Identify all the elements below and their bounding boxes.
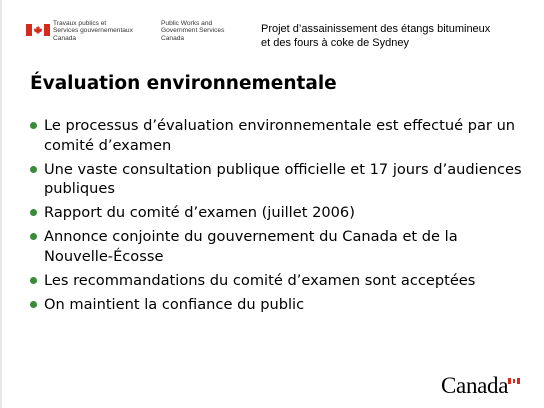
bullet-icon <box>30 233 37 240</box>
bullet-icon <box>30 209 37 216</box>
bullet-item <box>30 227 530 266</box>
slide-left-edge <box>0 0 2 408</box>
bullet-text: On maintient la confiance du public <box>44 295 305 313</box>
bullet-text: Rapport du comité d’examen (juillet 2006) <box>44 204 355 221</box>
project-title: Projet d’assainissement des étangs bitumineux et des fours à coke de Sydney <box>261 23 491 49</box>
canada-wordmark-flag-icon <box>508 378 520 384</box>
bullet-icon <box>30 277 37 284</box>
bullet-text: Le processus d’évaluation environnementale est effectué par un comité d’examen <box>44 117 516 154</box>
slide-title: Évaluation environnementale <box>30 73 337 94</box>
signature-french: Travaux publics et Services gouvernementaux Canada <box>53 20 133 42</box>
bullet-text: Une vaste consultation publique officielle et 17 jours d’audiences publiques <box>44 160 522 197</box>
canada-flag-icon <box>26 24 50 36</box>
bullet-list <box>30 116 530 319</box>
federal-identity-signature <box>26 20 251 46</box>
bullet-icon <box>30 122 37 129</box>
signature-english: Public Works and Government Services Canada <box>161 20 225 42</box>
bullet-item <box>30 160 530 199</box>
slide-header <box>0 0 544 60</box>
bullet-icon <box>30 166 37 173</box>
bullet-icon <box>30 301 37 308</box>
bullet-item <box>30 116 530 155</box>
bullet-item <box>30 203 530 223</box>
bullet-item <box>30 271 530 291</box>
bullet-item <box>30 295 530 315</box>
bullet-text: Les recommandations du comité d’examen sont acceptées <box>44 271 476 289</box>
canada-wordmark: Canada <box>441 373 509 398</box>
bullet-text: Annonce conjointe du gouvernement du Canada et de la Nouvelle-Écosse <box>44 228 458 265</box>
